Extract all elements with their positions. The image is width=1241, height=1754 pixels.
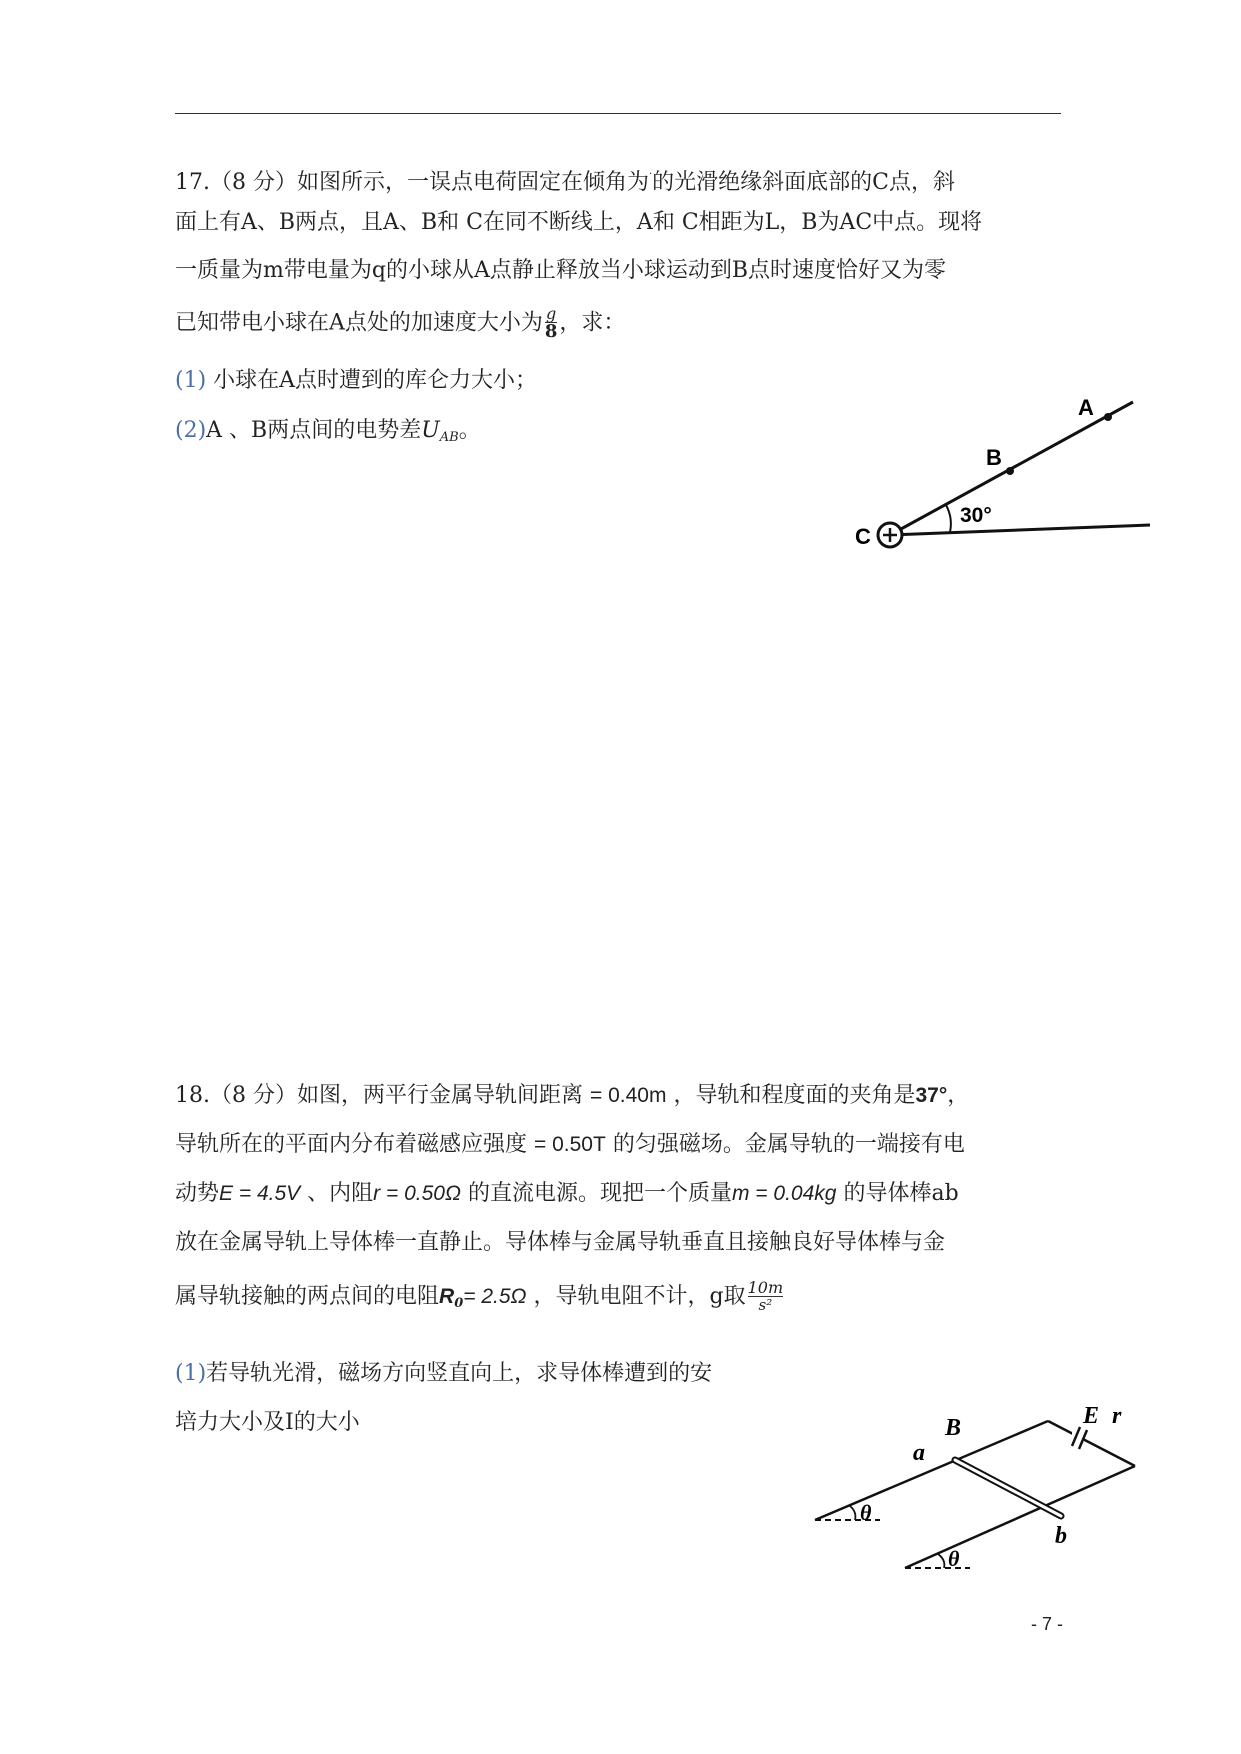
q17-line-4: 已知带电小球在A点处的加速度大小为 $\frac{g}{8}$ ，求： (175, 304, 626, 342)
header-rule (175, 113, 1061, 114)
q17-line-1: 17.（8 分）如图所示，一误点电荷固定在倾角为·的光滑绝缘斜面底部的C点，斜 (175, 169, 956, 195)
q17-subquestion-1: (1) 小球在A点时遭到的库仑力大小； (175, 368, 538, 393)
label-emf-e: E (1083, 1403, 1100, 1429)
angle-label: 30° (960, 504, 992, 527)
label-rod-end-b: b (1055, 1523, 1067, 1549)
q18-gravity-fraction: $\frac{10m}{\text{s²}}$ (747, 1278, 784, 1314)
label-c: C (855, 524, 871, 549)
q18-subquestion-1: (1)若导轨光滑，磁场方向竖直向上，求导体棒遭到的安 (175, 1361, 713, 1386)
label-b: B (986, 445, 1002, 470)
q17-line-2: 面上有A、B两点，且A、B和 C在同不断线上，A和 C相距为L，B为AC中点。现将 (175, 210, 983, 235)
label-a: A (1078, 395, 1094, 420)
q17-incline-figure (850, 390, 1160, 570)
q18-line-2: 导轨所在的平面内分布着磁感应强度 = 0.50T 的匀强磁场。金属导轨的一端接有电 (175, 1132, 965, 1157)
q17-acceleration-fraction: $\frac{g}{8}$ (544, 304, 558, 342)
q18-subquestion-1-cont: 培力大小及I的大小 (175, 1410, 360, 1435)
q18-line-5: 属导轨接触的两点间的电阻$R_0= 2.5\Omega$ ，导轨电阻不计，g取 $\frac{10m}{\text{s²}}$ (175, 1278, 784, 1314)
q18-line-3: 动势E = 4.5V 、内阻r = 0.50Ω 的直流电源。现把一个质量m = 0.04kg 的导体棒ab (175, 1181, 959, 1206)
q18-line-4: 放在金属导轨上导体棒一直静止。导体棒与金属导轨垂直且接触良好导体棒与金 (175, 1230, 946, 1255)
label-field-b: B (945, 1415, 962, 1441)
q18-line-1: 18.（8 分）如图，两平行金属导轨间距离 = 0.40m ，导轨和程度面的夹角是37°， (175, 1083, 970, 1108)
label-resistance-r: r (1112, 1403, 1122, 1429)
label-rod-end-a: a (913, 1440, 925, 1466)
q18-rail-figure (810, 1400, 1145, 1585)
point-b-dot (1006, 467, 1014, 475)
q17-line-3: 一质量为m带电量为q的小球从A点静止释放当小球运动到B点时速度恰好又为零 (175, 258, 947, 283)
page-number: - 7 - (1031, 1614, 1064, 1634)
q17-subquestion-2: (2)A 、B两点间的电势差$U_{AB}$。 (175, 418, 481, 445)
theta-label-1: θ (860, 1500, 872, 1525)
theta-label-2: θ (948, 1546, 960, 1571)
point-a-dot (1104, 413, 1112, 421)
